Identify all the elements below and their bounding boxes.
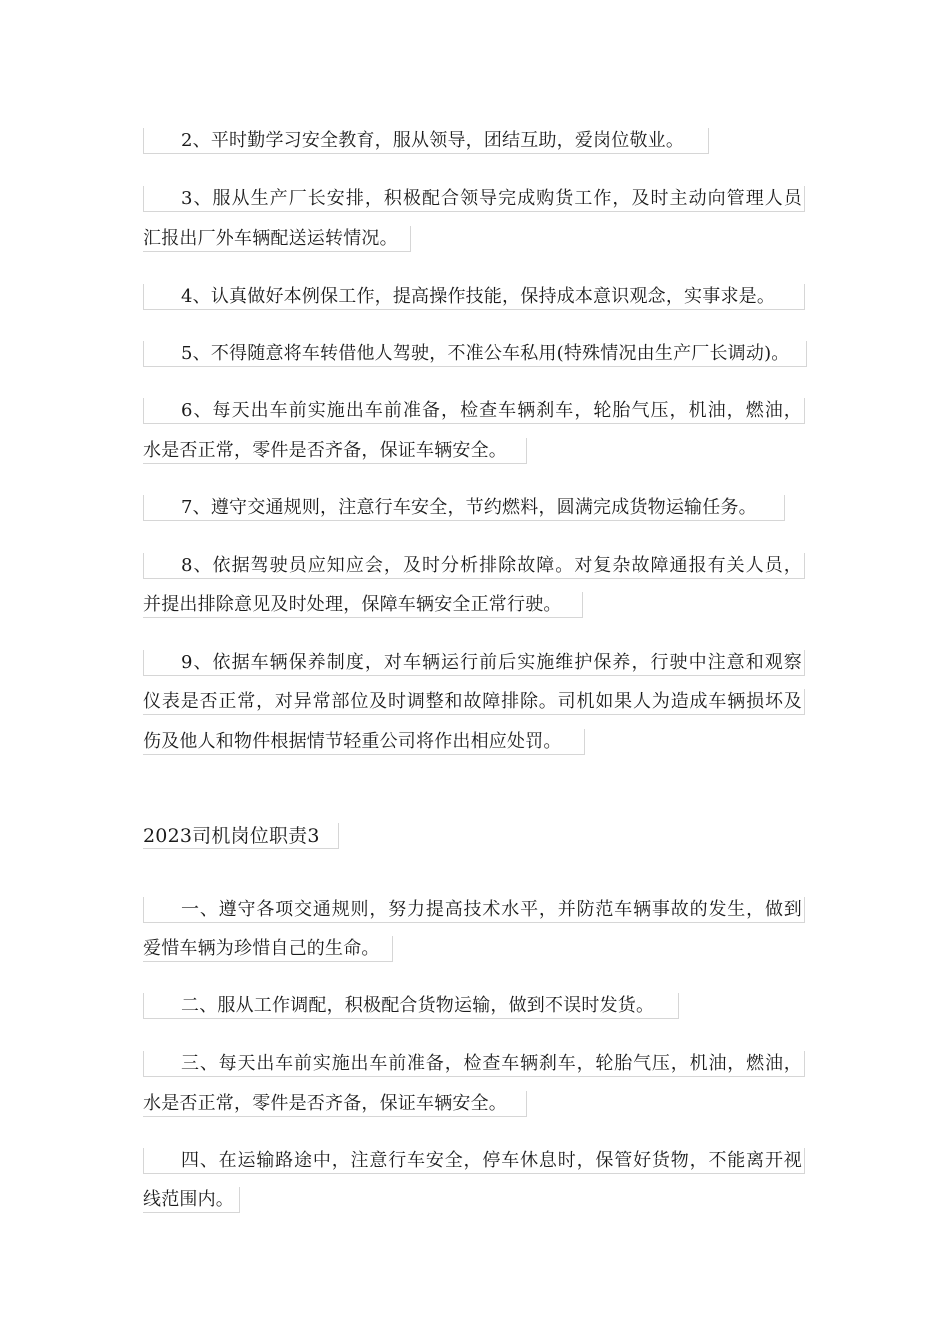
duty-item-5-line-1: 5、不得随意将车转借他人驾驶，不准公车私用(特殊情况由生产厂长调动)。 [143,341,807,367]
duty-item-6-line-2: 水是否正常，零件是否齐备，保证车辆安全。 [143,438,527,464]
duty-item-one-line-2: 爱惜车辆为珍惜自己的生命。 [143,936,393,962]
duty-item-9-line-3: 伤及他人和物件根据情节轻重公司将作出相应处罚。 [143,729,585,755]
duty-item-6-line-1: 6、每天出车前实施出车前准备，检查车辆刹车，轮胎气压，机油，燃油， [143,398,805,424]
duty-item-one-line-1: 一、遵守各项交通规则，努力提高技术水平，并防范车辆事故的发生，做到 [143,897,805,923]
duty-item-three-line-1: 三、每天出车前实施出车前准备，检查车辆刹车，轮胎气压，机油，燃油， [143,1051,805,1077]
duty-item-four-line-2: 线范围内。 [143,1187,240,1213]
duty-item-8-line-2: 并提出排除意见及时处理，保障车辆安全正常行驶。 [143,592,583,618]
section-heading: 2023司机岗位职责3 [143,823,339,849]
duty-item-8-line-1: 8、依据驾驶员应知应会，及时分析排除故障。对复杂故障通报有关人员， [143,553,805,579]
duty-item-9-line-1: 9、依据车辆保养制度，对车辆运行前后实施维护保养，行驶中注意和观察 [143,650,805,676]
duty-item-3-line-2: 汇报出厂外车辆配送运转情况。 [143,226,411,252]
duty-item-four-line-1: 四、在运输路途中，注意行车安全，停车休息时，保管好货物，不能离开视 [143,1148,805,1174]
duty-item-3-line-1: 3、服从生产厂长安排，积极配合领导完成购货工作，及时主动向管理人员 [143,186,805,212]
duty-item-two-line-1: 二、服从工作调配，积极配合货物运输，做到不误时发货。 [143,993,679,1019]
duty-item-4-line-1: 4、认真做好本例保工作，提高操作技能，保持成本意识观念，实事求是。 [143,284,805,310]
duty-item-9-line-2: 仪表是否正常，对异常部位及时调整和故障排除。司机如果人为造成车辆损坏及 [143,689,805,715]
duty-item-2-line-1: 2、平时勤学习安全教育，服从领导，团结互助，爱岗位敬业。 [143,128,709,154]
duty-item-7-line-1: 7、遵守交通规则，注意行车安全，节约燃料，圆满完成货物运输任务。 [143,495,785,521]
duty-item-three-line-2: 水是否正常，零件是否齐备，保证车辆安全。 [143,1091,527,1117]
